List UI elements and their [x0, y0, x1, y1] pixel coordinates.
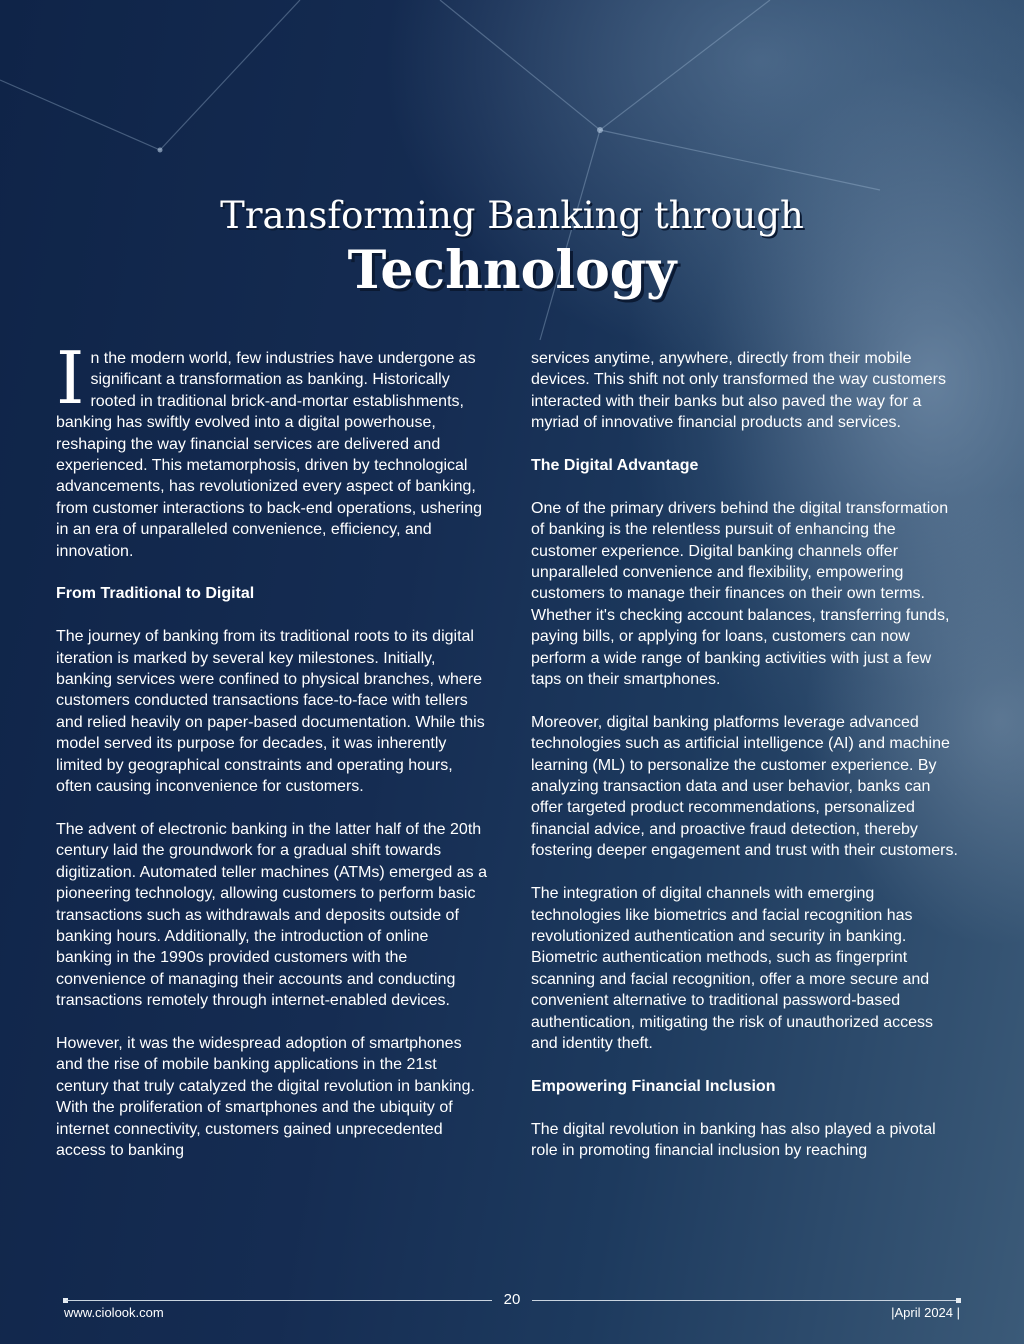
paragraph: services anytime, anywhere, directly from their mobile devices. This shift not only transformed the way customers interacted with their banks but also paved the way for a myriad of innovative financial products and services.	[531, 350, 946, 432]
paragraph: However, it was the widespread adoption of smartphones and the rise of mobile banking applications in the 21st century that truly catalyzed the digital revolution in banking. With the proliferation of smartphones and the ubiquity of internet connectivity, customers gained unprecedented access to banking	[56, 1034, 475, 1159]
section-heading: From Traditional to Digital	[56, 585, 255, 603]
footer-rule-end-right	[956, 1298, 961, 1303]
paragraph-text: n the modern world, few industries have undergone as significant a transformation as banking. Historically rooted in traditional brick-and-mortar establishments, banking has swiftly evolved into a digital powerhouse, reshaping the way financial services are delivered and experienced. This metamorphosis, driven by technological advancements, has revolutionized every aspect of banking, from customer interactions to back-end operations, ushering in an era of unparalleled convenience, efficiency, and innovation.	[56, 350, 482, 560]
paragraph: The digital revolution in banking has also played a pivotal role in promoting financial inclusion by reaching	[531, 1120, 936, 1159]
page-number: 20	[503, 1291, 521, 1308]
drop-cap: I	[56, 336, 85, 420]
paragraph: The integration of digital channels with emerging technologies like biometrics and facial recognition has revolutionized authentication and security in banking. Biometric authentication methods, such as fingerprint scanning and facial recognition, offer a more secure and convenient alternative to traditional password-based authentication, mitigating the risk of unauthorized access and identity theft.	[531, 885, 934, 1052]
paragraph: Moreover, digital banking platforms leverage advanced technologies such as artificial intelligence (AI) and machine learning (ML) to personalize the customer experience. By analyzing transaction data and user behavior, banks can offer targeted product recommendations, personalized financial advice, and proactive fraud detection, thereby fostering deeper engagement and trust with their customers.	[531, 713, 958, 860]
section-heading: The Digital Advantage	[531, 457, 699, 475]
title-line-1: Transforming Banking through	[220, 194, 804, 237]
paragraph: The advent of electronic banking in the latter half of the 20th century laid the groundwork for a gradual shift towards digitization. Automated teller machines (ATMs) emerged as a pioneering technology, allowing customers to perform basic transactions such as withdrawals and deposits outside of banking hours. Additionally, the introduction of online banking in the 1990s provided customers with the convenience of managing their accounts and conducting transactions remotely through internet-enabled devices.	[56, 820, 488, 1010]
article-title	[0, 192, 1024, 302]
footer-website: www.ciolook.com	[64, 1305, 164, 1320]
title-line-2: Technology	[347, 240, 677, 301]
footer-rule-right	[532, 1300, 958, 1301]
article-column-right	[531, 348, 963, 1183]
footer-issue-date: |April 2024 |	[891, 1305, 960, 1320]
paragraph: The journey of banking from its traditional roots to its digital iteration is marked by several key milestones. Initially, banking services were confined to physical branches, where customers conducted transactions face-to-face with tellers and relied heavily on paper-based documentation. While this model served its purpose for decades, it was inherently limited by geographical constraints and operating hours, often causing inconvenience for customers.	[56, 628, 485, 796]
paragraph	[56, 336, 488, 562]
section-heading: Empowering Financial Inclusion	[531, 1077, 776, 1095]
page-footer	[0, 1290, 1024, 1330]
paragraph: One of the primary drivers behind the digital transformation of banking is the relentless pursuit of enhancing the customer experience. Digital banking channels offer unparalleled convenience and flexibility, empowering customers to manage their finances on their own terms. Whether it's checking account balances, transferring funds, paying bills, or applying for loans, customers can now perform a wide range of banking activities with just a few taps on their smartphones.	[531, 499, 950, 689]
footer-rule-left	[66, 1300, 492, 1301]
article-column-left	[56, 336, 488, 1183]
